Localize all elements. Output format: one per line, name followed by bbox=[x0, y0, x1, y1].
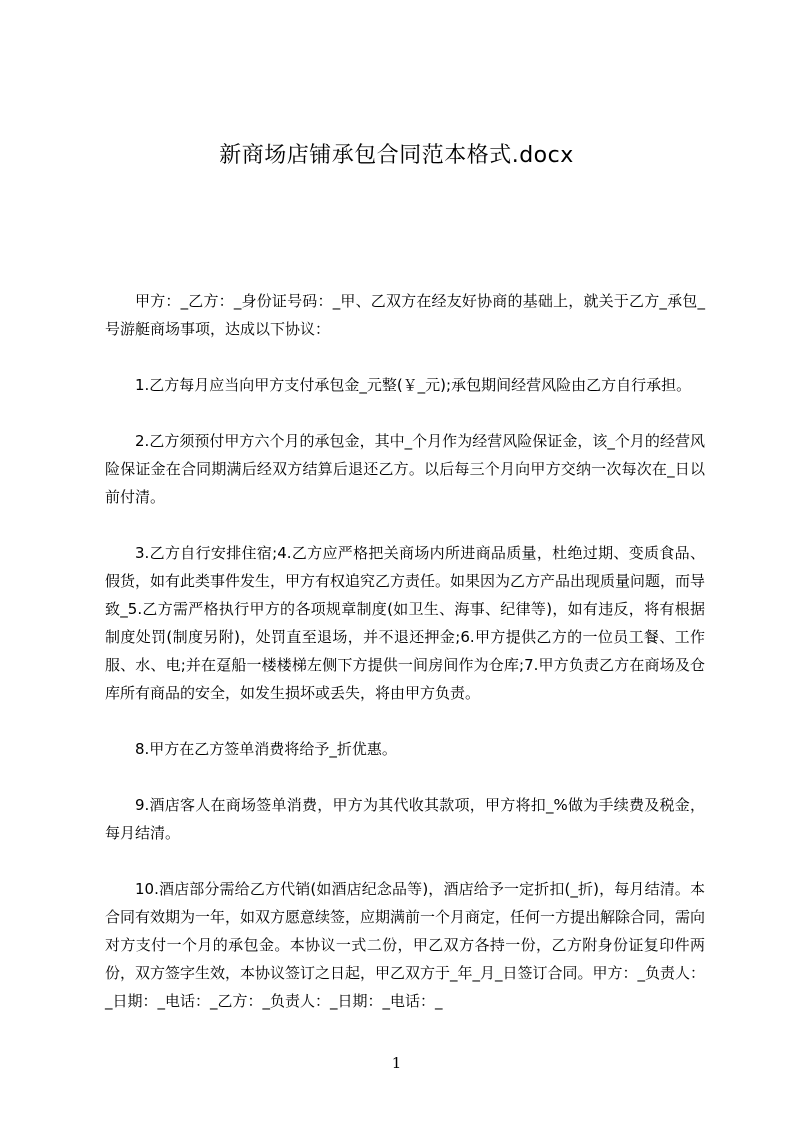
paragraph-clause-10: 10.酒店部分需给乙方代销(如酒店纪念品等)，酒店给予一定折扣(_折)，每月结清。本合同有效期为一年，如双方愿意续签，应期满前一个月商定，任何一方提出解除合同，需向对方支付一个月的承包金。本协议一式二份，甲乙双方各持一份，乙方附身份证复印件两份，双方签字生效，本协议签订之日起，甲乙双方于_年_月_日签订合同。甲方：_负责人：_日期：_电话：_乙方：_负责人：_日期：_电话：_ bbox=[105, 880, 706, 1010]
document-body bbox=[105, 287, 705, 1043]
paragraph-clause-8: 8.甲方在乙方签单消费将给予_折优惠。 bbox=[135, 740, 397, 758]
paragraph-clauses-3-7: 3.乙方自行安排住宿;4.乙方应严格把关商场内所进商品质量，杜绝过期、变质食品、假货，如有此类事件发生，甲方有权追究乙方责任。如果因为乙方产品出现质量问题，而导致_5.乙方需严格执行甲方的各项规章制度(如卫生、海事、纪律等)，如有违反，将有根据制度处罚(制度另附)，处罚直至退场，并不退还押金;6.甲方提供乙方的一位员工餐、工作服、水、电;并在趸船一楼楼梯左侧下方提供一间房间作为仓库;7.甲方负责乙方在商场及仓库所有商品的安全，如发生损坏或丢失，将由甲方负责。 bbox=[105, 544, 706, 702]
paragraph-clause-1: 1.乙方每月应当向甲方支付承包金_元整(￥_元);承包期间经营风险由乙方自行承担。 bbox=[135, 376, 692, 394]
paragraph-clause-9: 9.酒店客人在商场签单消费，甲方为其代收其款项，甲方将扣_%做为手续费及税金，每月结清。 bbox=[105, 796, 705, 842]
page-number: 1 bbox=[391, 1054, 402, 1072]
document-title: 新商场店铺承包合同范本格式.docx bbox=[219, 143, 574, 168]
paragraph-clause-2: 2.乙方须预付甲方六个月的承包金，其中_个月作为经营风险保证金，该_个月的经营风险保证金在合同期满后经双方结算后退还乙方。以后每三个月向甲方交纳一次每次在_日以前付清。 bbox=[105, 432, 705, 506]
paragraph-preamble: 甲方：_乙方：_身份证号码：_甲、乙双方在经友好协商的基础上，就关于乙方_承包_号游艇商场事项，达成以下协议： bbox=[105, 292, 705, 338]
